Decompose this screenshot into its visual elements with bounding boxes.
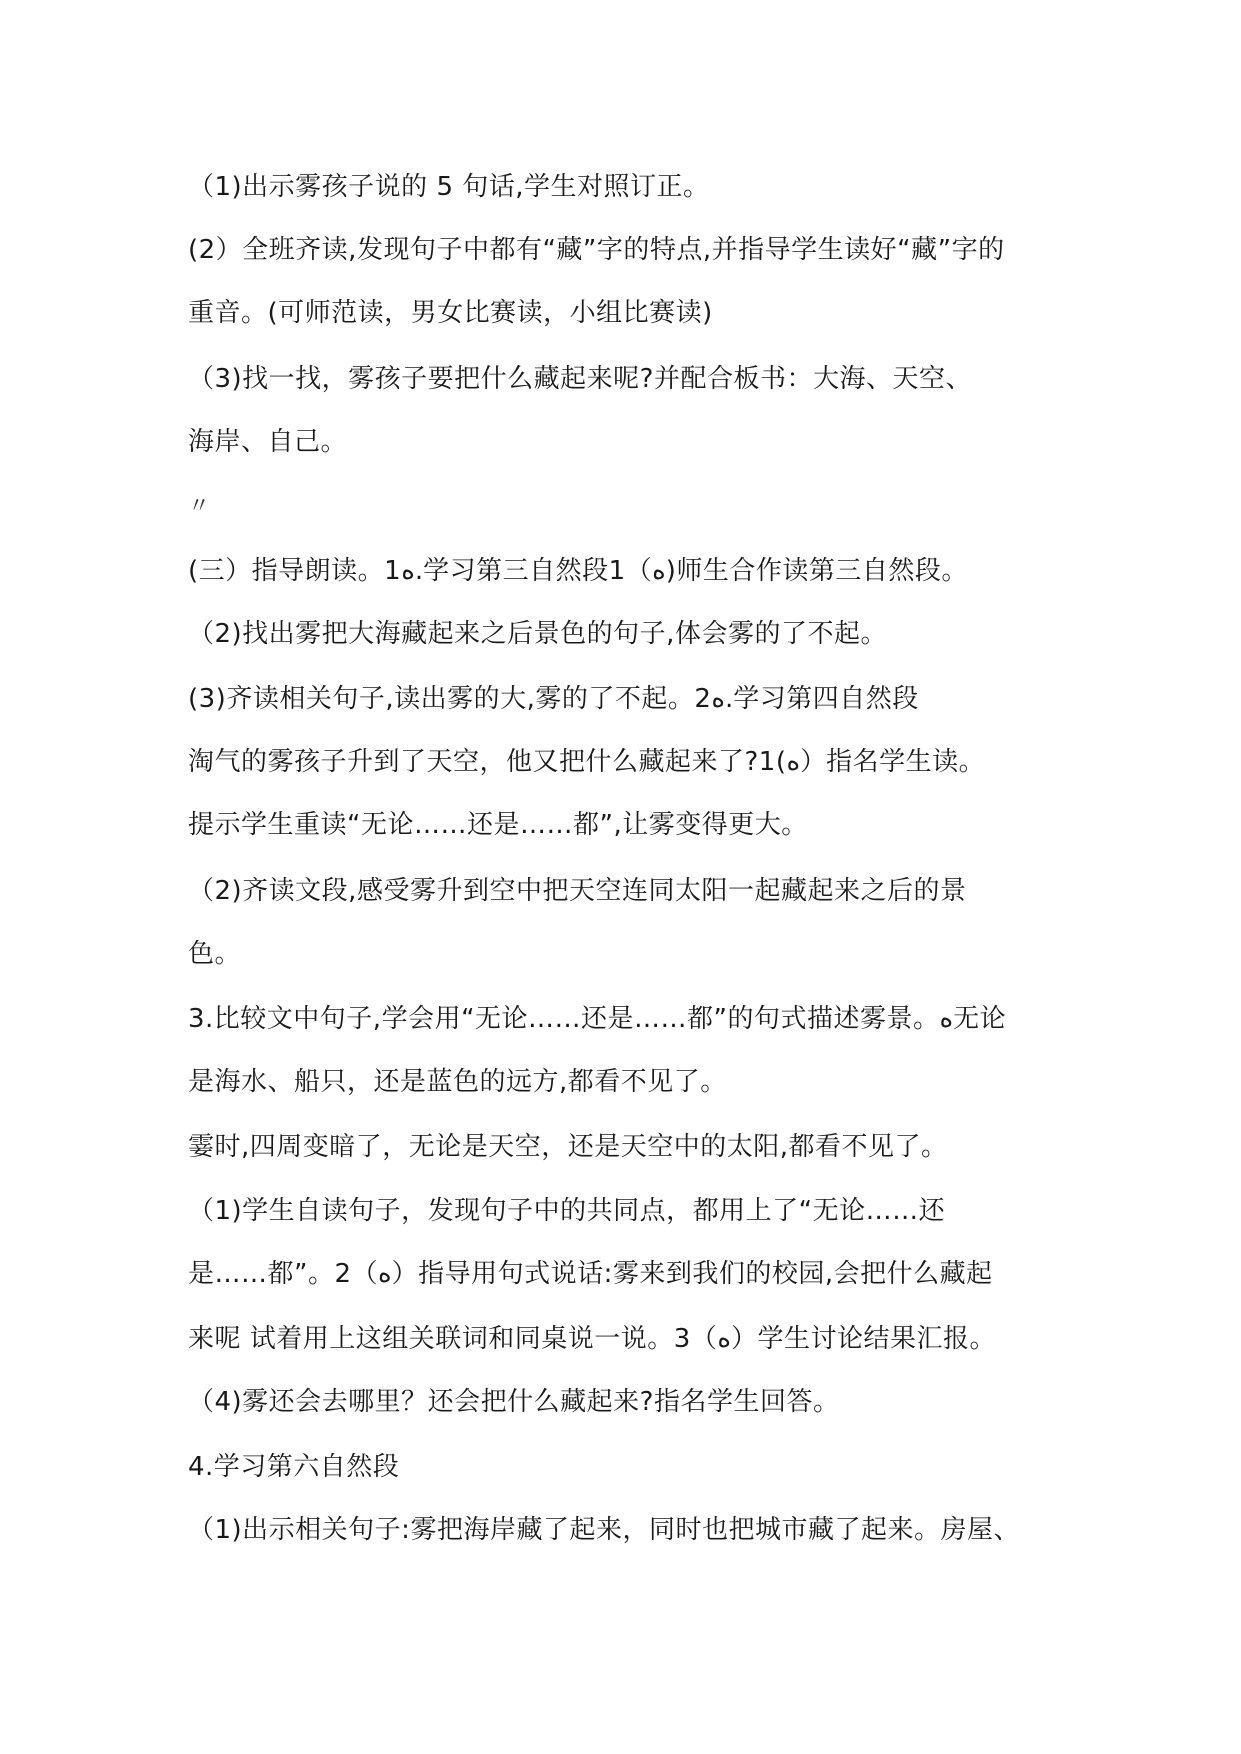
text-line: (三）指导朗读。1ه.学习第三自然段1（ه)师生合作读第三自然段。 xyxy=(188,556,968,586)
text-line: （2)齐读文段,感受雾升到空中把天空连同太阳一起藏起来之后的景 xyxy=(188,876,967,906)
text-line: 色。 xyxy=(188,939,242,969)
text-line: 4.学习第六自然段 xyxy=(188,1452,400,1482)
text-line: 提示学生重读“无论……还是……都”,让雾变得更大。 xyxy=(188,810,808,840)
text-line: 是……都”。2（ه）指导用句式说话:雾来到我们的校园,会把什么藏起 xyxy=(188,1259,993,1289)
text-line: 〃 xyxy=(188,494,211,519)
text-line: （3)找一找，雾孩子要把什么藏起来呢?并配合板书：大海、天空、 xyxy=(188,364,972,394)
text-line: (3)齐读相关句子,读出雾的大,雾的了不起。2ه.学习第四自然段 xyxy=(188,684,919,714)
text-line: （1)出示雾孩子说的 5 句话,学生对照订正。 xyxy=(188,172,710,202)
text-line: （1)出示相关句子:雾把海岸藏了起来，同时也把城市藏了起来。房屋、 xyxy=(188,1515,1020,1545)
text-line: 海岸、自己。 xyxy=(188,427,348,457)
text-line: 是海水、船只，还是蓝色的远方,都看不见了。 xyxy=(188,1067,727,1097)
text-line: （1)学生自读句子，发现句子中的共同点，都用上了“无论……还 xyxy=(188,1196,946,1226)
text-line: (2）全班齐读,发现句子中都有“藏”字的特点,并指导学生读好“藏”字的 xyxy=(188,235,1005,265)
text-line: 3.比较文中句子,学会用“无论……还是……都”的句式描述雾景。ه无论 xyxy=(188,1004,1007,1034)
text-line: 来呢 试着用上这组关联词和同桌说一说。3（ه）学生讨论结果汇报。 xyxy=(188,1324,996,1354)
text-line: 霎时,四周变暗了，无论是天空，还是天空中的太阳,都看不见了。 xyxy=(188,1132,948,1162)
text-line: 淘气的雾孩子升到了天空，他又把什么藏起来了?1(ه）指名学生读。 xyxy=(188,747,986,777)
text-line: （2)找出雾把大海藏起来之后景色的句子,体会雾的了不起。 xyxy=(188,619,887,649)
text-line: （4)雾还会去哪里？还会把什么藏起来?指名学生回答。 xyxy=(188,1387,840,1417)
text-line: 重音。(可师范读，男女比赛读，小组比赛读) xyxy=(188,298,713,328)
